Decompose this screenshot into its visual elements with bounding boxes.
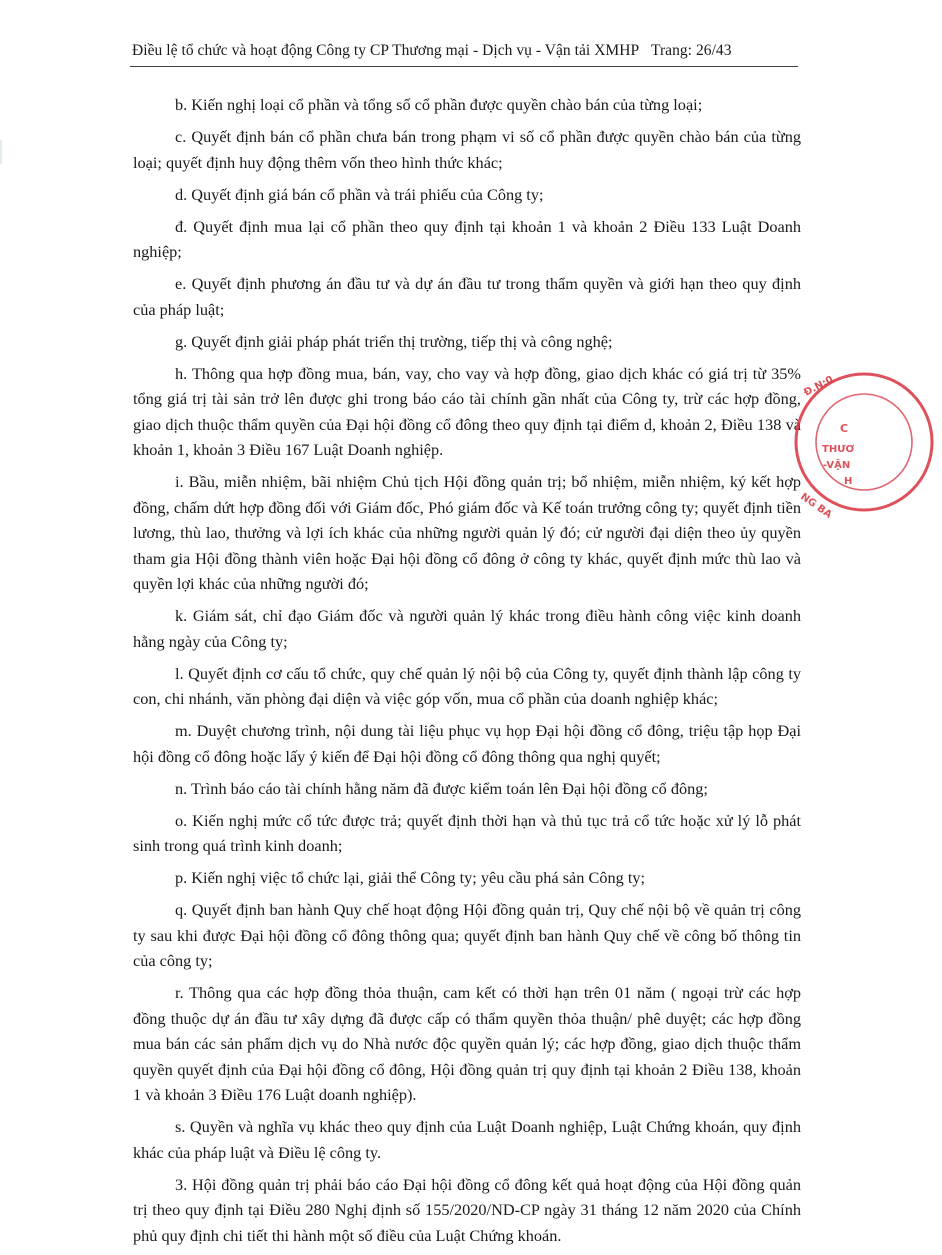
- seal-text-top: Đ.N:0: [802, 374, 836, 399]
- paragraph-s: s. Quyền và nghĩa vụ khác theo quy định của Luật Doanh nghiệp, Luật Chứng khoán, quy định khác của pháp luật và Điều lệ công ty.: [133, 1117, 801, 1162]
- company-seal-stamp: [792, 370, 942, 520]
- seal-text-c: C: [840, 422, 849, 435]
- paragraph-g: g. Quyết định giải pháp phát triển thị trường, tiếp thị và công nghệ;: [175, 331, 613, 351]
- paragraph-e: e. Quyết định phương án đầu tư và dự án đầu tư trong thẩm quyền và giới hạn theo quy định của pháp luật;: [133, 274, 801, 319]
- page-number: Trang: 26/43: [650, 42, 732, 59]
- scan-edge-mark: [0, 140, 2, 164]
- paragraph-l: l. Quyết định cơ cấu tổ chức, quy chế quản lý nội bộ của Công ty, quyết định thành lập công ty con, chi nhánh, văn phòng đại diện và việc góp vốn, mua cổ phần của doanh nghiệp khác;: [133, 663, 801, 708]
- paragraph-n: n. Trình báo cáo tài chính hằng năm đã được kiểm toán lên Đại hội đồng cổ đông;: [175, 778, 708, 798]
- paragraph-i: i. Bầu, miễn nhiệm, bãi nhiệm Chủ tịch Hội đồng quản trị; bổ nhiệm, miễn nhiệm, ký kết hợp đồng, chấm dứt hợp đồng đối với Giám đốc, Phó giám đốc và Kế toán trưởng công ty; quyết định tiền lương, thù lao, thưởng và lợi ích khác của những người quản lý đó; cử người đại diện theo ủy quyền tham gia Hội đồng thành viên hoặc Đại hội đồng cổ đông ở công ty khác, quyết định mức thù lao và quyền lợi khác của những người đó;: [133, 472, 801, 593]
- page-header: [132, 42, 802, 60]
- paragraph-3: 3. Hội đồng quản trị phải báo cáo Đại hội đồng cổ đông kết quả hoạt động của Hội đồng quản trị theo quy định tại Điều 280 Nghị định số 155/2020/ND-CP ngày 31 tháng 12 năm 2020 của Chính phủ quy định chi tiết thi hành một số điều của Luật Chứng khoán.: [133, 1174, 801, 1245]
- paragraph-m: m. Duyệt chương trình, nội dung tài liệu phục vụ họp Đại hội đồng cổ đông, triệu tập họp Đại hội đồng cổ đông hoặc lấy ý kiến để Đại hội đồng cổ đông thông qua nghị quyết;: [133, 721, 801, 766]
- seal-text-h: H: [844, 476, 853, 487]
- seal-text-van: -VẬN: [823, 460, 851, 471]
- paragraph-p: p. Kiến nghị việc tổ chức lại, giải thể Công ty; yêu cầu phá sản Công ty;: [175, 868, 646, 887]
- document-body: [133, 92, 801, 1255]
- paragraph-h: h. Thông qua hợp đồng mua, bán, vay, cho vay và hợp đồng, giao dịch khác có giá trị từ 35% tổng giá trị tài sản trở lên được ghi trong báo cáo tài chính gần nhất của Công ty, trừ các hợp đồng, giao dịch thuộc thẩm quyền của Đại hội đồng cổ đông theo quy định tại điểm d, khoản 2, Điều 138 và khoản 1, khoản 3 Điều 167 Luật Doanh nghiệp.: [133, 363, 801, 459]
- paragraph-r: r. Thông qua các hợp đồng thỏa thuận, cam kết có thời hạn trên 01 năm ( ngoại trừ các hợp đồng thuộc dự án đầu tư xây dựng đã được cấp có thẩm quyền thỏa thuận/ phê duyệt; các hợp đồng mua bán các sản phẩm dịch vụ do Nhà nước độc quyền quản lý; các hợp đồng, giao dịch thuộc thẩm quyền quyết định của Đại hội đồng cổ đông, Hội đồng quản trị quy định tại khoản 2 Điều 138, khoản 1 và khoản 3 Điều 176 Luật doanh nghiệp).: [133, 983, 801, 1104]
- header-divider: [130, 66, 798, 67]
- seal-inner-ring: [816, 394, 912, 490]
- paragraph-k: k. Giám sát, chỉ đạo Giám đốc và người quản lý khác trong điều hành công việc kinh doanh hằng ngày của Công ty;: [133, 606, 801, 651]
- paragraph-q: q. Quyết định ban hành Quy chế hoạt động Hội đồng quản trị, Quy chế nội bộ về quản trị công ty sau khi được Đại hội đồng cổ đông thông qua; quyết định ban hành Quy chế về công bố thông tin của công ty;: [133, 900, 801, 970]
- seal-text-bottom: NG BA: [798, 491, 834, 521]
- paragraph-b: b. Kiến nghị loại cổ phần và tổng số cổ phần được quyền chào bán của từng loại;: [175, 95, 703, 114]
- paragraph-dd: đ. Quyết định mua lại cổ phần theo quy định tại khoản 1 và khoản 2 Điều 133 Luật Doanh nghiệp;: [133, 216, 801, 261]
- paragraph-d: d. Quyết định giá bán cổ phần và trái phiếu của Công ty;: [175, 184, 544, 204]
- paragraph-o: o. Kiến nghị mức cổ tức được trả; quyết định thời hạn và thủ tục trả cổ tức hoặc xử lý lỗ phát sinh trong quá trình kinh doanh;: [133, 810, 801, 855]
- paragraph-c: c. Quyết định bán cổ phần chưa bán trong phạm vi số cổ phần được quyền chào bán của từng loại; quyết định huy động thêm vốn theo hình thức khác;: [133, 127, 801, 172]
- seal-text-thuong: THƯƠ: [822, 444, 855, 455]
- document-title: Điều lệ tổ chức và hoạt động Công ty CP Thương mại - Dịch vụ - Vận tải XMHP: [132, 42, 640, 59]
